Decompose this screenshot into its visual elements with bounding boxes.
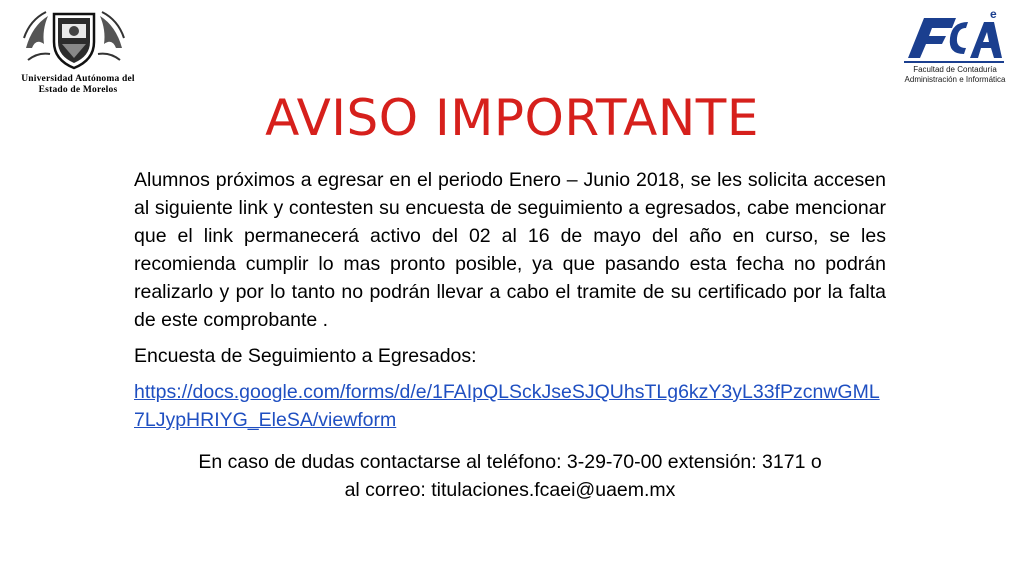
contact-info	[134, 448, 886, 504]
uaem-name-line2: Estado de Morelos	[38, 85, 118, 95]
page-title: AVISO IMPORTANTE	[265, 89, 759, 147]
fcaei-caption-line1: Facultad de Contaduría	[913, 65, 997, 74]
fcaei-logo	[894, 8, 1016, 86]
uaem-seal-icon	[22, 8, 126, 70]
uaem-logo	[12, 8, 144, 98]
survey-label: Encuesta de Seguimiento a Egresados:	[134, 345, 477, 367]
notice-body	[134, 166, 886, 504]
contact-line-1: En caso de dudas contactarse al teléfono: 3-29-70-00 extensión: 3171 o	[198, 451, 822, 473]
contact-line-2: al correo: titulaciones.fcaei@uaem.mx	[344, 479, 676, 501]
fcaei-mark-icon	[902, 8, 1006, 64]
fcaei-caption-line2: Administración e Informática	[904, 75, 1006, 84]
fcaei-caption	[894, 65, 1016, 85]
svg-text:e: e	[990, 8, 997, 21]
uaem-name-line1: Universidad Autónoma del	[21, 74, 135, 84]
notice-paragraph: Alumnos próximos a egresar en el periodo Enero – Junio 2018, se les solicita accesen al siguiente link y contesten su encuesta de seguimiento a egresados, cabe mencionar que el link permanecerá activo del 02 al 16 de mayo del año en curso, se les recomienda cumplir lo mas pronto posible, ya que pasando esta fecha no podrán realizarlo y por lo tanto no podrán llevar a cabo el tramite de su certificado por la falta de este comprobante .	[134, 169, 886, 331]
survey-link[interactable]: https://docs.google.com/forms/d/e/1FAIpQLSckJseSJQUhsTLg6kzY3yL33fPzcnwGML7LJypHRIYG_EleSA/viewform	[134, 381, 880, 431]
